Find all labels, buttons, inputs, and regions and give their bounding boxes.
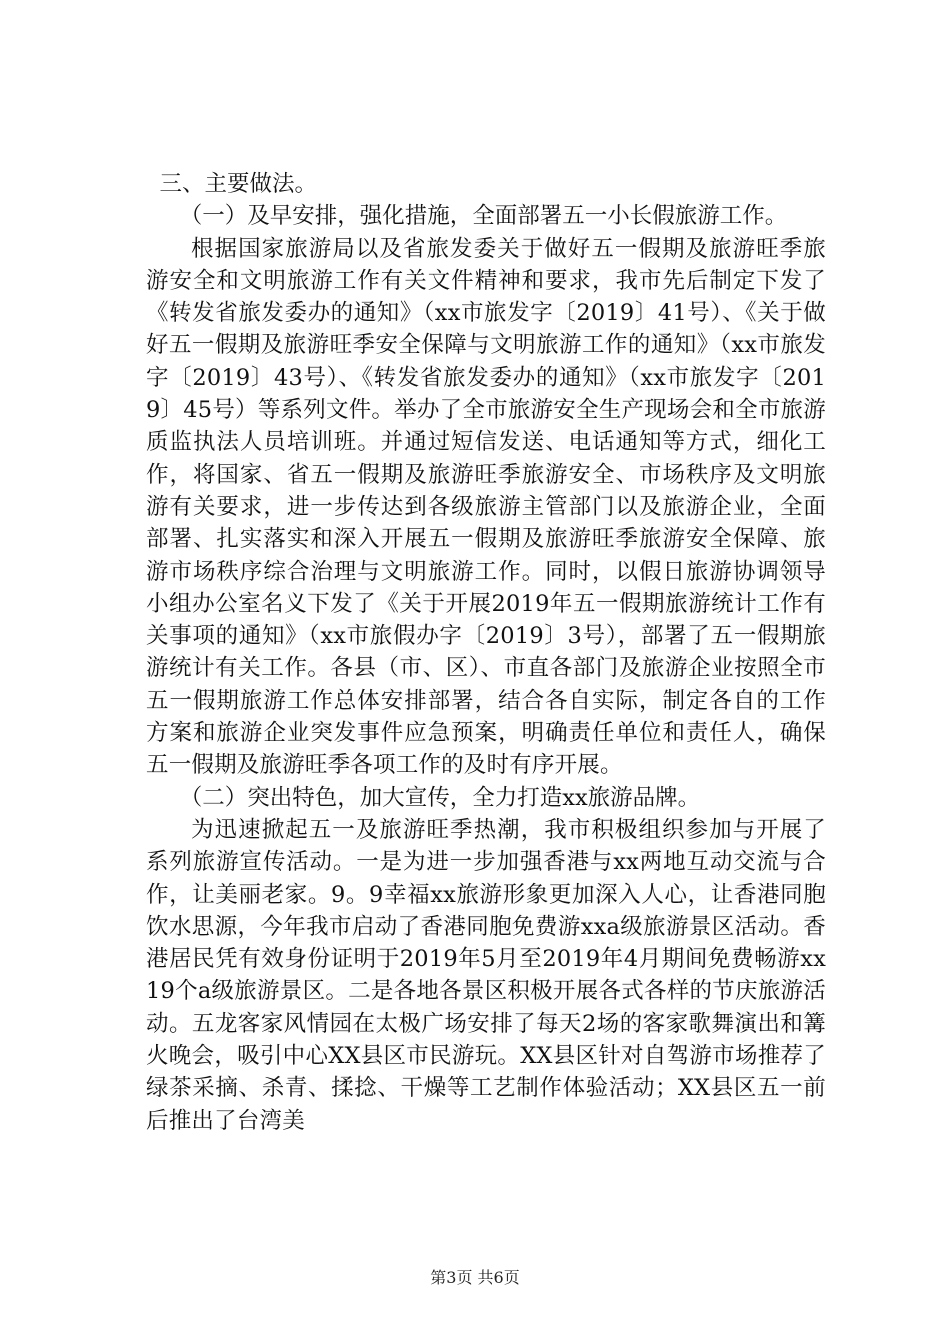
- section-heading: 三、主要做法。: [159, 171, 318, 197]
- document-body: [146, 168, 826, 1137]
- subsection-title-1: （一）及早安排，强化措施，全面部署五一小长假旅游工作。: [179, 203, 788, 230]
- paragraph-1: 根据国家旅游局以及省旅发委关于做好五一假期及旅游旺季旅游安全和文明旅游工作有关文件精神和要求，我市先后制定下发了《转发省旅发委办的通知》（xx市旅发字〔2019〕41号）、《关于做好五一假期及旅游旺季安全保障与文明旅游工作的通知》（xx市旅发字〔2019〕43号）、《转发省旅发委办的通知》（xx市旅发字〔2019〕45号）等系列文件。举办了全市旅游安全生产现场会和全市旅游质监执法人员培训班。并通过短信发送、电话通知等方式，细化工作，将国家、省五一假期及旅游旺季旅游安全、市场秩序及文明旅游有关要求，进一步传达到各级旅游主管部门以及旅游企业，全面部署、扎实落实和深入开展五一假期及旅游旺季旅游安全保障、旅游市场秩序综合治理与文明旅游工作。同时，以假日旅游协调领导小组办公室名义下发了《关于开展2019年五一假期旅游统计工作有关事项的通知》（xx市旅假办字〔2019〕3号），部署了五一假期旅游统计有关工作。各县（市、区）、市直各部门及旅游企业按照全市五一假期旅游工作总体安排部署，结合各自实际，制定各自的工作方案和旅游企业突发事件应急预案，明确责任单位和责任人，确保五一假期及旅游旺季各项工作的及时有序开展。: [146, 235, 826, 779]
- subsection-title-2: （二）突出特色，加大宣传，全力打造xx旅游品牌。: [179, 784, 701, 811]
- page-footer: 第3页 共6页: [430, 1268, 520, 1287]
- paragraph-2: 为迅速掀起五一及旅游旺季热潮，我市积极组织参加与开展了系列旅游宣传活动。一是为进一步加强香港与xx两地互动交流与合作，让美丽老家。9。9幸福xx旅游形象更加深入人心，让香港同胞饮水思源，今年我市启动了香港同胞免费游xxa级旅游景区活动。香港居民凭有效身份证明于2019年5月至2019年4月期间免费畅游xx19个a级旅游景区。二是各地各景区积极开展各式各样的节庆旅游活动。五龙客家风情园在太极广场安排了每天2场的客家歌舞演出和篝火晚会，吸引中心XX县区市民游玩。XX县区针对自驾游市场推荐了绿茶采摘、杀青、揉捻、干燥等工艺制作体验活动；XX县区五一前后推出了台湾美: [146, 816, 826, 1134]
